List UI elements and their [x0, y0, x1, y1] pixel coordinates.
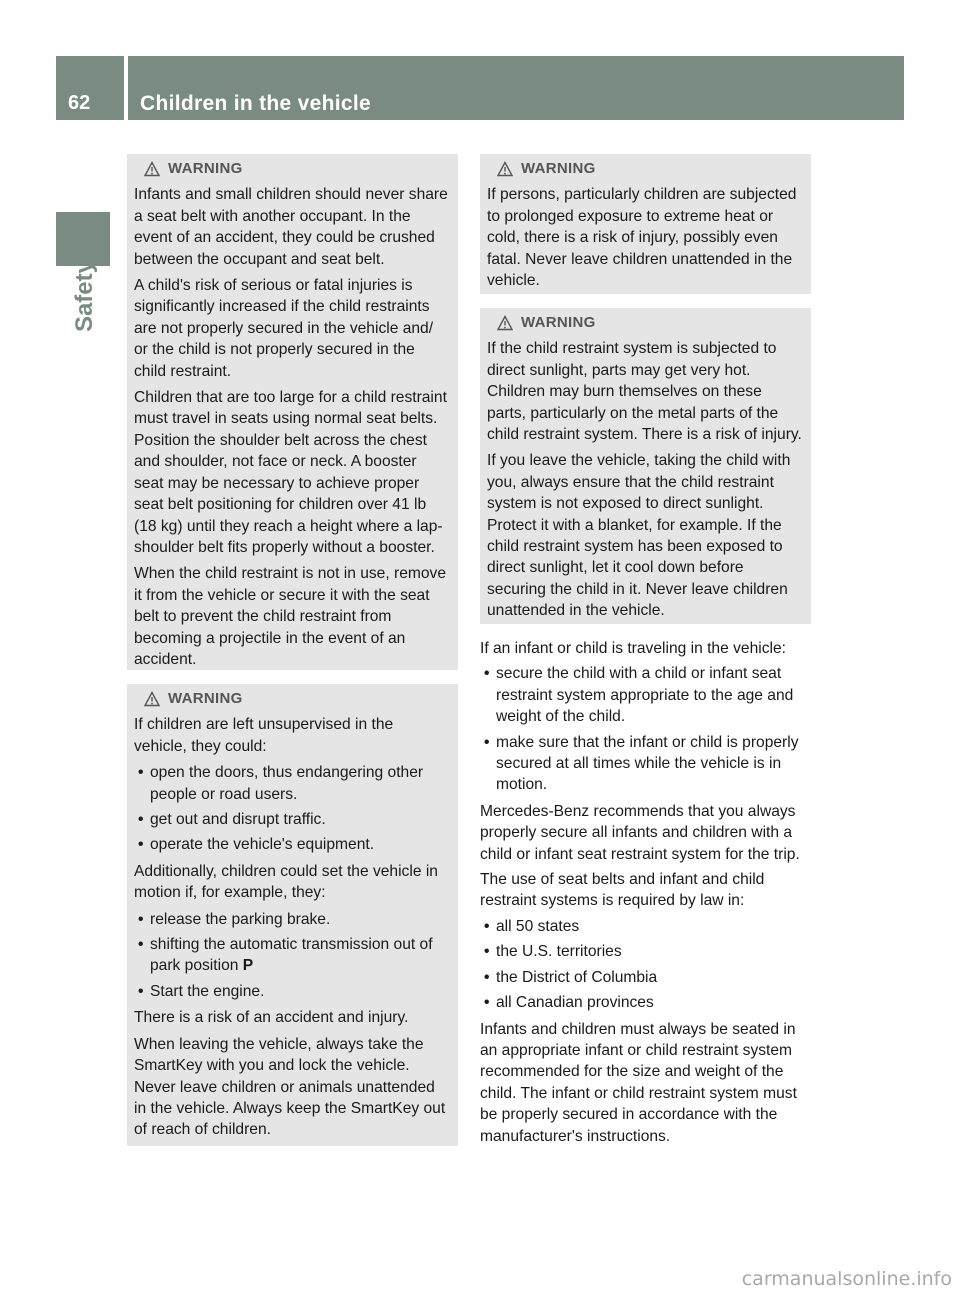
paragraph: A child's risk of serious or fatal injuries is significantly increased if the child restraints are not properly secured in the vehicle and/ or the child is not properly secured in the child restraint. — [134, 277, 434, 380]
list-item — [134, 934, 450, 977]
bullet-list — [480, 916, 811, 1014]
warning-label: WARNING — [521, 314, 596, 331]
paragraph: There is a risk of an accident and injury. — [134, 1009, 409, 1027]
paragraph: The use of seat belts and infant and child restraint systems is required by law in: — [480, 871, 765, 910]
warning-label: WARNING — [168, 690, 243, 707]
warning-triangle-icon — [144, 161, 160, 177]
page-number: 62 — [68, 92, 91, 114]
side-tab-label: Safety — [71, 260, 98, 333]
list-item-text: shifting the automatic transmission out of park position — [150, 936, 433, 975]
list-item: • make sure that the infant or child is properly secured at all times while the vehicle is in motion. — [480, 732, 811, 796]
gear-position-label: P — [242, 957, 254, 975]
warning-header — [487, 158, 803, 179]
paragraph: When the child restraint is not in use, remove it from the vehicle or secure it with the seat belt to prevent the child restraint from becoming a projectile in the event of an accident. — [134, 565, 447, 668]
bullet-list — [134, 909, 450, 1003]
list-item: • all Canadian provinces — [480, 992, 811, 1013]
paragraph: Mercedes-Benz recommends that you always properly secure all infants and children with a child or infant seat restraint system for the trip. — [480, 802, 800, 863]
list-item: • the District of Columbia — [480, 967, 811, 988]
paragraph: If an infant or child is traveling in the vehicle: — [480, 640, 786, 657]
list-item: • Start the engine. — [134, 981, 450, 1002]
list-item: • operate the vehicle's equipment. — [134, 834, 450, 855]
warning-label: WARNING — [168, 160, 243, 177]
warning-box-seatbelt — [127, 154, 458, 670]
warning-header — [134, 158, 450, 179]
paragraph: If the child restraint system is subjected to direct sunlight, parts may get very hot. Children may burn themselves on these parts, particularly on the metal parts of the child restraint system. There is a risk of injury. — [487, 340, 802, 444]
list-item: • open the doors, thus endangering other people or road users. — [134, 762, 450, 805]
list-item: • get out and disrupt traffic. — [134, 809, 450, 830]
list-item: • secure the child with a child or infant seat restraint system appropriate to the age and weight of the child. — [480, 663, 811, 727]
paragraph: Children that are too large for a child restraint must travel in seats using normal seat belts. Position the shoulder belt across the chest and shoulder, not face or neck. A booster seat may be necessary to achieve proper seat belt positioning for children over 41 lb (18 kg) until they reach a height where a lap-shoulder belt fits properly without a booster. — [134, 389, 447, 556]
paragraph: Infants and small children should never share a seat belt with another occupant. In the event of an accident, they could be crushed between the occupant and seat belt. — [134, 186, 448, 268]
body-text — [480, 638, 811, 1147]
warning-label: WARNING — [521, 160, 596, 177]
warning-box-heat — [480, 154, 811, 294]
paragraph: If you leave the vehicle, taking the child with you, always ensure that the child restraint system is not exposed to direct sunlight. Protect it with a blanket, for example. If the child restraint system has been exposed to direct sunlight, let it cool down before securing the child in it. Never leave children unattended in the vehicle. — [487, 452, 791, 620]
paragraph: If persons, particularly children are subjected to prolonged exposure to extreme heat or cold, there is a risk of injury, possibly even fatal. Never leave children unattended in the vehicle. — [487, 186, 797, 290]
warning-box-sunlight — [480, 308, 811, 624]
right-column — [480, 154, 811, 1151]
side-tab-block — [56, 212, 110, 266]
list-item: • release the parking brake. — [134, 909, 450, 930]
paragraph: Additionally, children could set the vehicle in motion if, for example, they: — [134, 862, 438, 902]
left-column — [127, 154, 458, 1146]
watermark: carmanualsonline.info — [741, 1268, 952, 1290]
bullet-list — [480, 663, 811, 795]
paragraph: If children are left unsupervised in the vehicle, they could: — [134, 716, 394, 755]
warning-triangle-icon — [497, 315, 513, 331]
warning-triangle-icon — [497, 161, 513, 177]
list-item: • the U.S. territories — [480, 941, 811, 962]
paragraph: When leaving the vehicle, always take the SmartKey with you and lock the vehicle. Never leave children or animals unattended in the vehicle. Always keep the SmartKey out of reach of children. — [134, 1035, 446, 1139]
warning-header — [487, 312, 803, 333]
list-item: • all 50 states — [480, 916, 811, 937]
warning-box-unsupervised — [127, 684, 458, 1146]
warning-triangle-icon — [144, 691, 160, 707]
paragraph: Infants and children must always be seated in an appropriate infant or child restraint system recommended for the size and weight of the child. The infant or child restraint system must be properly secured in accordance with the manufacturer's instructions. — [480, 1020, 797, 1145]
bullet-list — [134, 762, 450, 856]
chapter-title: Children in the vehicle — [140, 92, 371, 115]
warning-header — [134, 688, 450, 709]
